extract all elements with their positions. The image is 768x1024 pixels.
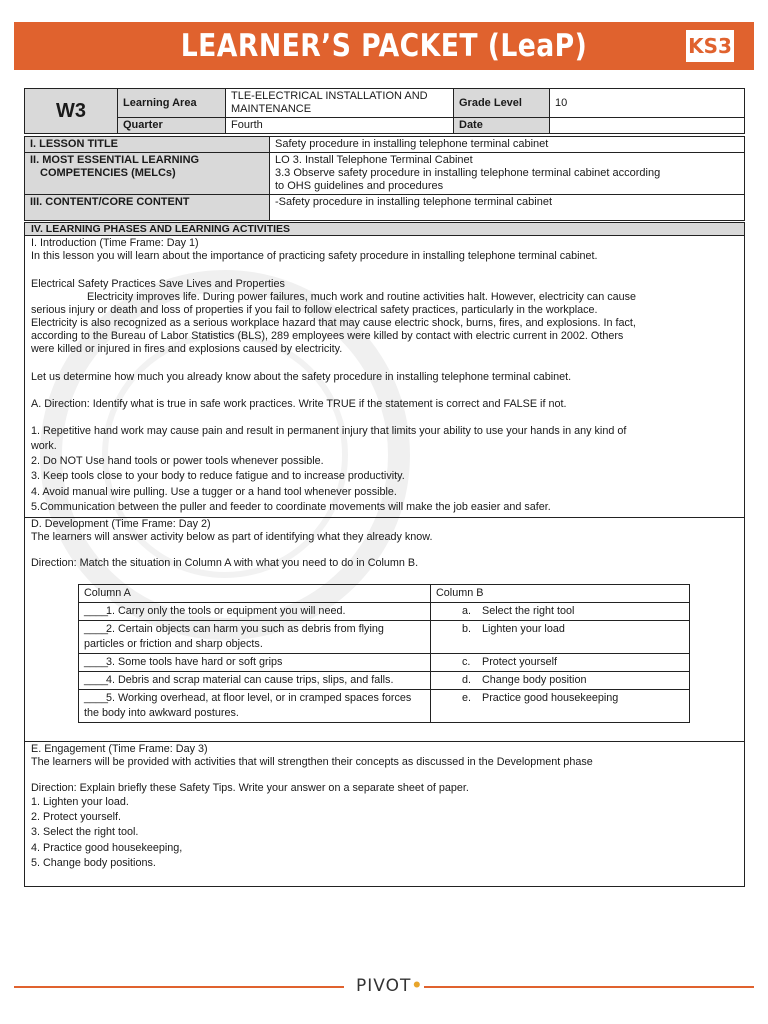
safety-tip-3: 3. Select the right tool. <box>31 826 139 838</box>
statement-4: 4. Avoid manual wire pulling. Use a tugger or a hand tool whenever possible. <box>31 486 397 498</box>
melc-value-line-2: 3.3 Observe safety procedure in installing telephone terminal cabinet according <box>275 167 661 179</box>
pivot-logo-mark: • <box>411 976 424 996</box>
column-b-cell <box>431 654 690 672</box>
safety-tip-2: 2. Protect yourself. <box>31 811 122 823</box>
learning-phases-heading: IV. LEARNING PHASES AND LEARNING ACTIVITIES <box>25 223 744 236</box>
column-a-cell <box>79 603 431 621</box>
introduction-title: I. Introduction (Time Frame: Day 1) <box>31 237 199 249</box>
key-stage-badge: KS3 <box>686 30 734 62</box>
lesson-title-value: Safety procedure in installing telephone terminal cabinet <box>270 137 745 153</box>
content-label: III. CONTENT/CORE CONTENT <box>25 195 270 221</box>
option-text: Change body position <box>482 674 587 686</box>
pivot-logo <box>356 976 423 996</box>
option-letter: e. <box>462 692 472 704</box>
safety-tip-1: 1. Lighten your load. <box>31 796 129 808</box>
determine-text: Let us determine how much you already know about the safety procedure in installing telephone terminal cabinet. <box>31 371 572 383</box>
option-letter: b. <box>462 623 472 635</box>
situation-text: 4. Debris and scrap material can cause trips, slips, and falls. <box>106 674 394 686</box>
answer-blank[interactable]: ____ <box>84 623 109 635</box>
footer-rule-left <box>14 986 344 988</box>
column-a-cell <box>79 672 431 690</box>
answer-blank[interactable]: ____ <box>84 656 109 668</box>
direction-a: A. Direction: Identify what is true in safe work practices. Write TRUE if the statement is correct and FALSE if not. <box>31 398 567 410</box>
header-table <box>24 88 745 134</box>
table-row <box>79 672 690 690</box>
situation-text: 3. Some tools have hard or soft grips <box>106 656 283 668</box>
paragraph-line-1: Electricity improves life. During power failures, much work and routine activities halt. However, electricity can cause <box>87 291 637 303</box>
learning-area-value-line-1: TLE-ELECTRICAL INSTALLATION AND <box>231 90 428 102</box>
column-a-cell <box>79 621 431 654</box>
column-b-cell <box>431 621 690 654</box>
paragraph-line-3: Electricity is also recognized as a serious workplace hazard that may cause electric shock, burns, fires, and explosions. In fact, <box>31 317 636 329</box>
situation-text: 1. Carry only the tools or equipment you will need. <box>106 605 346 617</box>
column-a-cell <box>79 690 431 723</box>
statement-5: 5.Communication between the puller and feeder to coordinate movements will make the job easier and safer. <box>31 501 551 513</box>
paragraph-line-2: serious injury or death and loss of properties if you fail to follow electrical safety practices, particularly in the workplace. <box>31 304 598 316</box>
column-a-cell <box>79 654 431 672</box>
melc-label-line-2: COMPETENCIES (MELCs) <box>40 167 176 179</box>
engagement-direction: Direction: Explain briefly these Safety Tips. Write your answer on a separate sheet of paper. <box>31 782 469 794</box>
situation-text: 5. Working overhead, at floor level, or in cramped spaces forces the body into awkward postures. <box>84 692 412 719</box>
date-value[interactable] <box>550 118 745 134</box>
option-text: Practice good housekeeping <box>482 692 619 704</box>
lesson-title-label: I. LESSON TITLE <box>25 137 270 153</box>
matching-table <box>78 584 690 723</box>
banner-title: LEARNER’S PACKET (LeaP) <box>180 28 588 64</box>
option-text: Lighten your load <box>482 623 565 635</box>
table-row <box>79 654 690 672</box>
statement-1: 1. Repetitive hand work may cause pain and result in permanent injury that limits your ability to use your hands in any kind of <box>31 425 627 437</box>
grade-level-label: Grade Level <box>454 89 550 118</box>
safety-tip-5: 5. Change body positions. <box>31 857 156 869</box>
table-row <box>79 690 690 723</box>
safety-tip-4: 4. Practice good housekeeping, <box>31 842 183 854</box>
column-b-header: Column B <box>431 585 690 603</box>
melc-label <box>25 153 270 195</box>
statement-3: 3. Keep tools close to your body to reduce fatigue and to increase productivity. <box>31 470 405 482</box>
column-b-cell <box>431 672 690 690</box>
column-b-cell <box>431 690 690 723</box>
melc-value <box>270 153 745 195</box>
section-subtitle: Electrical Safety Practices Save Lives and Properties <box>31 278 285 290</box>
introduction-text: In this lesson you will learn about the importance of practicing safety procedure in installing telephone terminal cabinet. <box>31 250 598 262</box>
statement-1-continued: work. <box>31 440 57 452</box>
table-row <box>79 621 690 654</box>
melc-value-line-3: to OHS guidelines and procedures <box>275 180 444 192</box>
development-text: The learners will answer activity below as part of identifying what they already know. <box>31 531 433 543</box>
melc-label-line-1: II. MOST ESSENTIAL LEARNING <box>30 154 200 166</box>
answer-blank[interactable]: ____ <box>84 605 109 617</box>
option-text: Select the right tool <box>482 605 575 617</box>
engagement-section <box>24 741 745 887</box>
date-label: Date <box>454 118 550 134</box>
melc-value-line-1: LO 3. Install Telephone Terminal Cabinet <box>275 154 473 166</box>
option-letter: c. <box>462 656 471 668</box>
table-row <box>79 603 690 621</box>
option-text: Protect yourself <box>482 656 558 668</box>
page-banner <box>14 22 754 70</box>
column-b-cell <box>431 603 690 621</box>
engagement-title: E. Engagement (Time Frame: Day 3) <box>31 743 208 755</box>
paragraph-line-5: were killed or injured in fires and explosions caused by electricity. <box>31 343 343 355</box>
option-letter: d. <box>462 674 472 686</box>
content-value: -Safety procedure in installing telephone terminal cabinet <box>270 195 745 221</box>
lesson-info-table <box>24 136 745 221</box>
paragraph-line-4: according to the Bureau of Labor Statistics (BLS), 289 employees were killed by contact with electric current in 2002. Others <box>31 330 624 342</box>
development-title: D. Development (Time Frame: Day 2) <box>31 518 211 530</box>
engagement-text: The learners will be provided with activities that will strengthen their concepts as discussed in the Development phase <box>31 756 593 768</box>
development-direction: Direction: Match the situation in Column A with what you need to do in Column B. <box>31 557 419 569</box>
grade-level-value: 10 <box>550 89 745 118</box>
learning-phases-section <box>24 222 745 518</box>
learning-area-value-line-2: MAINTENANCE <box>231 103 312 115</box>
situation-text: 2. Certain objects can harm you such as debris from flying particles or friction and sharp objects. <box>84 623 384 650</box>
column-a-header: Column A <box>79 585 431 603</box>
week-label: W3 <box>25 89 118 134</box>
pivot-logo-text: PIVOT <box>356 976 412 996</box>
learning-area-value <box>226 89 454 118</box>
quarter-value: Fourth <box>226 118 454 134</box>
answer-blank[interactable]: ____ <box>84 674 109 686</box>
footer-rule-right <box>424 986 754 988</box>
quarter-label: Quarter <box>118 118 226 134</box>
option-letter: a. <box>462 605 472 617</box>
statement-2: 2. Do NOT Use hand tools or power tools whenever possible. <box>31 455 324 467</box>
answer-blank[interactable]: ____ <box>84 692 109 704</box>
learning-area-label: Learning Area <box>118 89 226 118</box>
